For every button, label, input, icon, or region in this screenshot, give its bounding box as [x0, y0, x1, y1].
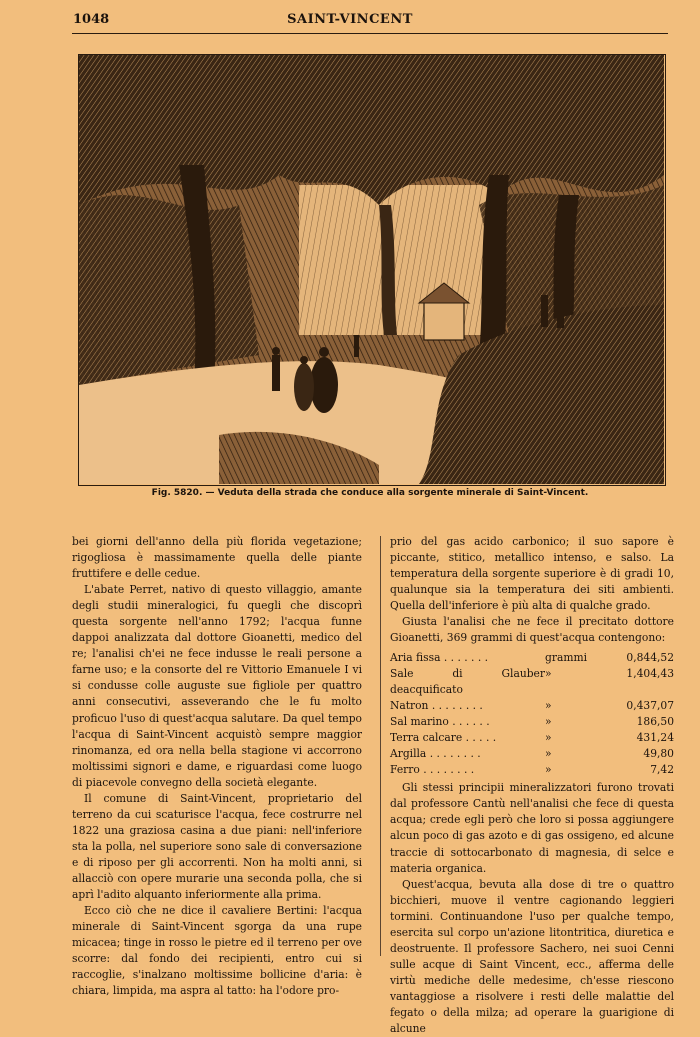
- header-rule: [72, 33, 668, 34]
- paragraph: Gli stessi principii mineralizzatori furono trovati dal professore Cantù nell'analisi che fece di questa acqua; crede egli però che loro si possa aggiungere alcun poco di gas azoto e di gas ossigeno, ed alcune traccie di sottocarbonato di magnesia, di selce e materia organica.: [390, 781, 674, 875]
- table-row: [390, 714, 674, 730]
- column-rule: [380, 536, 381, 956]
- page-number: 1048: [73, 12, 110, 27]
- table-row: [390, 730, 674, 746]
- component-value: 7,42: [650, 763, 674, 777]
- table-row: [390, 666, 674, 698]
- paragraph: prio del gas acido carbonico; il suo sapore è piccante, stitico, metallico intenso, e salso. La temperatura della sorgente superiore è di gradi 10, qualunque sia la temperatura dei siti ambienti. Quella dell'inferiore è più alta di qualche grado.: [390, 535, 674, 613]
- component-value: 1,404,43: [626, 667, 674, 681]
- component-unit: »: [545, 699, 552, 713]
- paragraph: Ecco ciò che ne dice il cavaliere Bertini: l'acqua minerale di Saint-Vincent sgorga da una rupe micacea; tinge in rosso le pietre ed il terreno per ove scorre: dal fondo dei recipienti, entro cui si raccoglie, s'inalzano moltissime bollicine d'aria: è chiara, limpida, ma aspra al tatto: ha l'odore pro-: [72, 904, 362, 998]
- component-unit: »: [545, 667, 552, 681]
- table-row: [390, 746, 674, 762]
- component-unit: »: [545, 747, 552, 761]
- component-value: 0,437,07: [626, 699, 674, 713]
- running-title: SAINT-VINCENT: [287, 12, 413, 27]
- paragraph: Il comune di Saint-Vincent, proprietario del terreno da cui scaturisce l'acqua, fece costrurre nel 1822 una graziosa casina a due piani: nell'inferiore sta la polla, nel superiore sono sale di conversazione e di riposo per gli accorrenti. Non ha molti anni, si allacciò con opere murarie una seconda polla, che si aprì l'adito alquanto inferiormente alla prima.: [72, 791, 362, 902]
- paragraph: Giusta l'analisi che ne fece il precitato dottore Gioanetti, 369 grammi di quest'acqua contengono:: [390, 615, 674, 645]
- paragraph: Quest'acqua, bevuta alla dose di tre o quattro bicchieri, muove il ventre cagionando leggieri tormini. Continuandone l'uso per qualche tempo, esercita sul corpo un'azione litontritica, diuretica e deostruente. Il professore Sachero, nei suoi Cenni sulle acque di Saint Vincent, ecc., afferma delle virtù mediche delle medesime, ch'esse riescono vantaggiose a risolvere i resti delle malattie del fegato o della milza; ad operare la guarigione di alcune: [390, 877, 674, 1036]
- table-row: [390, 650, 674, 666]
- component-name: Aria fissa . . . . . . .: [390, 651, 489, 665]
- right-column: [390, 534, 674, 1037]
- component-name: Ferro . . . . . . . .: [390, 763, 475, 777]
- table-row: [390, 762, 674, 778]
- left-column: [72, 534, 362, 999]
- component-value: 0,844,52: [626, 651, 674, 665]
- component-value: 186,50: [636, 715, 674, 729]
- paragraph: L'abate Perret, nativo di questo villaggio, amante degli studii mineralogici, fu quegli che discoprì questa sorgente nell'anno 1792; l'acqua funne dappoi analizzata dal dottore Gioanetti, medico del re; l'analisi ch'ei ne fece indusse le reali persone a farne uso; e la consorte del re Vittorio Emanuele I vi si condusse colle auguste sue figliole per quattro anni consecutivi, asseverando che le fu molto proficuo l'uso di quest'acqua salutare. Da quel tempo l'acqua di Saint-Vincent acquistò sempre maggior rinomanza, ed ora nella bella stagione vi accorrono moltissimi signori e dame, e riguardasi come luogo di piacevole convegno della società elegante.: [72, 583, 362, 789]
- component-unit: »: [545, 715, 552, 729]
- component-name: Terra calcare . . . . .: [390, 731, 497, 745]
- component-unit: grammi: [545, 651, 588, 665]
- table-row: [390, 698, 674, 714]
- component-name: Sal marino . . . . . .: [390, 715, 490, 729]
- analysis-table: [390, 650, 674, 778]
- engraving-illustration: [78, 54, 666, 486]
- component-value: 49,80: [643, 747, 674, 761]
- component-value: 431,24: [636, 731, 674, 745]
- component-unit: »: [545, 763, 552, 777]
- component-unit: »: [545, 731, 552, 745]
- component-name: Natron . . . . . . . .: [390, 699, 483, 713]
- component-name: Sale di Glauber deacquificato: [390, 667, 545, 697]
- paragraph: bei giorni dell'anno della più florida vegetazione; rigogliosa è massimamente quella delle piante fruttifere e delle cedue.: [72, 535, 362, 581]
- component-name: Argilla . . . . . . . .: [390, 747, 481, 761]
- figure-caption: Fig. 5820. — Veduta della strada che conduce alla sorgente minerale di Saint-Vincent.: [151, 488, 589, 498]
